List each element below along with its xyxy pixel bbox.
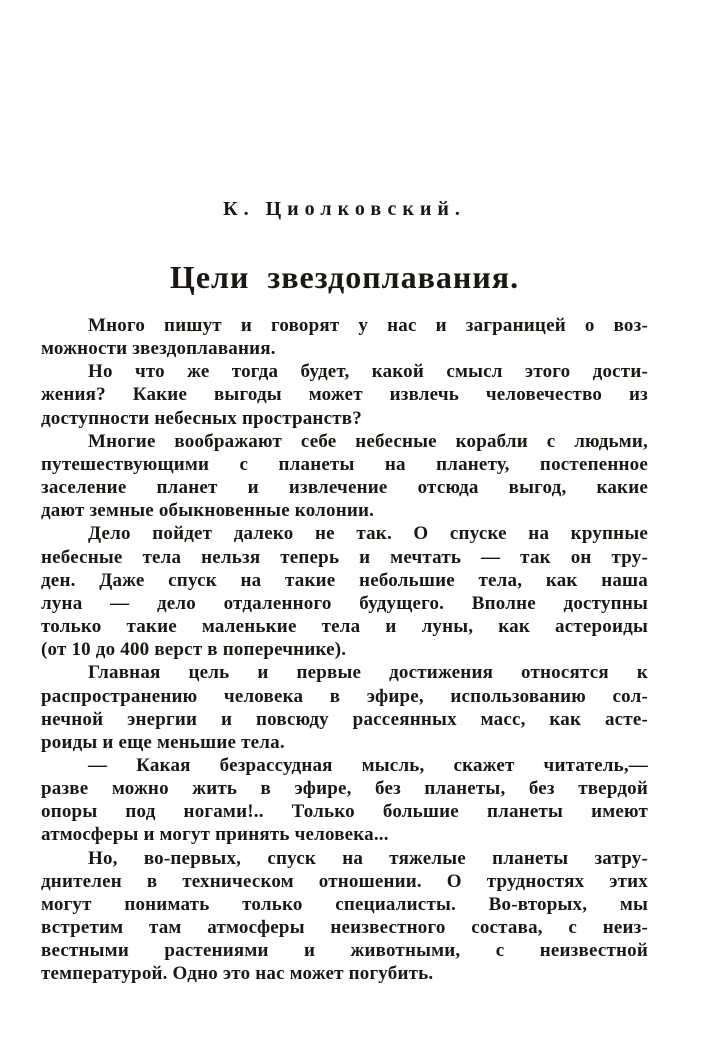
text-line: разве можно жить в эфире, без планеты, без твердой [41, 778, 648, 800]
text-line: путешествующими с планеты на планету, постепенное [41, 453, 648, 475]
text-line: Много пишут и говорят у нас и заграницей о воз- [88, 315, 648, 336]
paragraph [41, 430, 648, 523]
text-line: температурой. Одно это нас может погубить. [41, 963, 434, 985]
text-line: могут понимать только специалисты. Во-вторых, мы [41, 893, 648, 915]
text-line: — Какая безрассудная мысль, скажет читатель,— [88, 754, 648, 776]
text-line: небесные тела нельзя теперь и мечтать — так он тру- [41, 546, 648, 568]
text-line: (от 10 до 400 верст в поперечнике). [41, 639, 347, 661]
text-line: встретим там атмосферы неизвестного состава, с неиз- [41, 917, 648, 939]
page-title: Цели звездоплавания. [169, 259, 520, 295]
text-line: Но, во-первых, спуск на тяжелые планеты затру- [88, 847, 648, 869]
text-line: Многие воображают себе небесные корабли с людьми, [88, 430, 648, 452]
text-line: опоры под ногами!.. Только большие планеты имеют [41, 801, 648, 823]
paragraph [41, 360, 648, 429]
text-line: заселение планет и извлечение отсюда выгод, какие [41, 477, 648, 499]
text-line: Но что же тогда будет, какой смысл этого дости- [88, 361, 648, 383]
paragraph [41, 754, 648, 847]
paragraph [41, 522, 648, 661]
text-line: ден. Даже спуск на такие небольшие тела, как наша [41, 569, 648, 591]
author-heading: К. Циолковский. [223, 198, 466, 220]
text-line: дают земные обыкновенные колонии. [41, 500, 375, 522]
text-line: вестными растениями и животными, с неизвестной [41, 940, 648, 962]
page-body [41, 314, 648, 986]
text-line: луна — дело отдаленного будущего. Вполне доступны [41, 592, 648, 614]
paragraph [41, 661, 648, 754]
text-line: роиды и еще меньшие тела. [41, 731, 285, 753]
text-line: атмосферы и могут принять человека... [41, 824, 389, 846]
text-line: можности звездоплавания. [41, 338, 276, 360]
text-line: доступности небесных пространств? [41, 407, 362, 429]
text-line: только такие маленькие тела и луны, как астероиды [41, 616, 648, 638]
text-line: Главная цель и первые достижения относятся к [88, 662, 648, 684]
text-line: Дело пойдет далеко не так. О спуске на крупные [88, 523, 648, 545]
text-line: распространению человека в эфире, использованию сол- [41, 685, 648, 707]
paragraph [41, 847, 648, 986]
text-line: нечной энергии и повсюду рассеянных масс, как асте- [41, 708, 648, 730]
paragraph [41, 314, 648, 360]
text-line: днителен в техническом отношении. О трудностях этих [41, 870, 648, 892]
text-line: жения? Какие выгоды может извлечь человечество из [41, 384, 648, 406]
